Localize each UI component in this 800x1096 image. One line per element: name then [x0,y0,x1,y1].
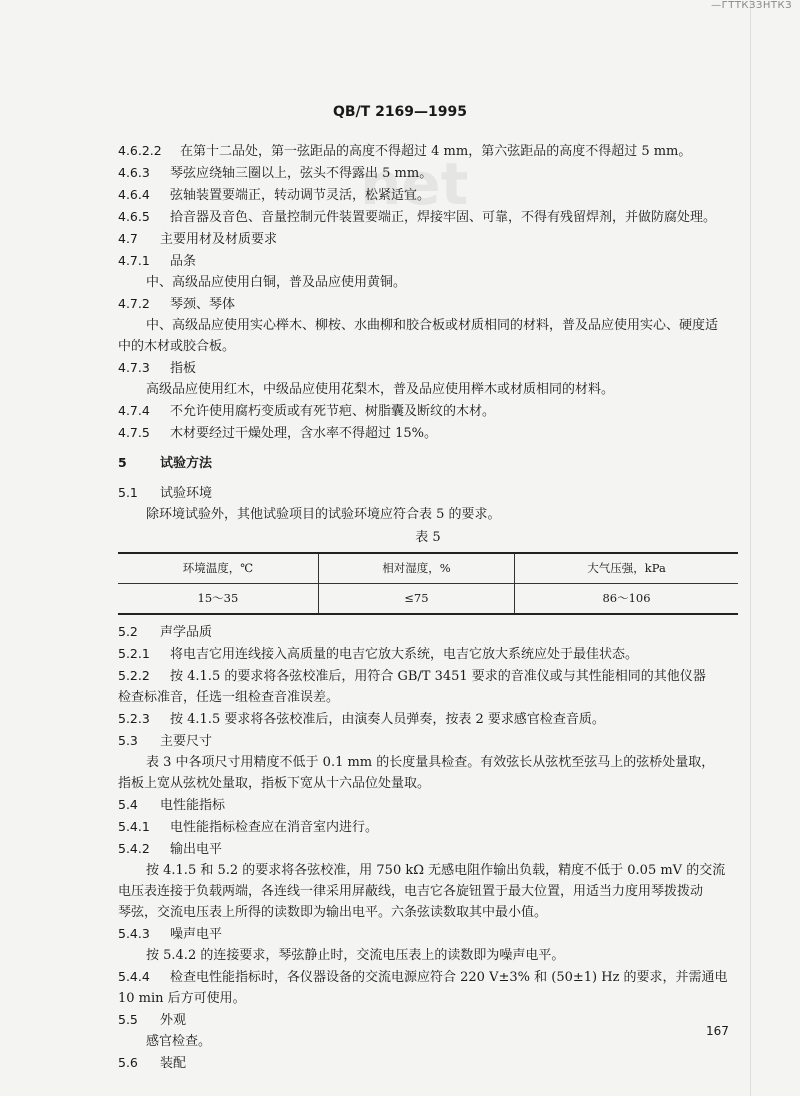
clause-number: 4.7.3 [118,360,150,375]
clause-row [118,400,738,422]
page-number: 167 [706,1024,729,1038]
clause-text: 按 4.1.5 要求将各弦校准后，由演奏人员弹奏，按表 2 要求感官检查音质。 [170,712,605,727]
clause-text: 输出电平 [170,842,223,857]
clause-row [118,250,738,272]
clause-text: 检查电性能指标时，各仪器设备的交流电源应符合 220 V±3% 和 (50±1) Hz 的要求，并需通电 [170,970,728,985]
clause-row [118,643,738,665]
clause-paragraph: 高级品应使用红木，中级品应使用花梨木，普及品应使用榉木或材质相同的材料。 [146,382,615,397]
page-edge-line [750,0,751,1096]
table-header-row [118,553,738,584]
clause-text: 将电吉它用连线接入高质量的电吉它放大系统，电吉它放大系统应处于最佳状态。 [170,647,639,662]
clause-paragraph: 按 4.1.5 和 5.2 的要求将各弦校准，用 750 kΩ 无感电阻作输出负载，精度不低于 0.05 mV 的交流 [146,863,726,878]
clause-continuation: 琴弦，交流电压表上所得的读数即为输出电平。六条弦读数取其中最小值。 [118,905,548,920]
clause-text: 主要用材及材质要求 [160,232,278,247]
clause-number: 5.5 [118,1012,138,1027]
clause-text: 声学品质 [160,625,213,640]
table-header-cell: 相对湿度，% [318,553,514,584]
clause-row [118,816,738,838]
clause-row [118,1009,738,1031]
clause-number: 4.7.5 [118,425,150,440]
clause-text: 外观 [160,1013,187,1028]
clause-row [118,708,738,730]
clause-continuation: 检查标准音，任选一组检查音准误差。 [118,690,340,705]
clause-row [118,621,738,643]
clause-number: 4.7.1 [118,253,150,268]
clause-row [118,357,738,379]
clause-row [118,422,738,444]
clause-number: 5.3 [118,733,138,748]
clause-text: 主要尺寸 [160,734,213,749]
table-header-cell: 环境温度，℃ [118,553,318,584]
clause-number: 5.4 [118,797,138,812]
clause-text: 品条 [170,254,197,269]
clause-row [118,482,738,504]
clause-number: 4.6.4 [118,187,150,202]
clause-row [118,966,738,988]
clause-paragraph: 中、高级品应使用白铜，普及品应使用黄铜。 [146,275,407,290]
section-title: 试验方法 [160,456,213,471]
clause-row [118,923,738,945]
clause-list-5 [118,621,738,1074]
clause-row [118,794,738,816]
clause-paragraph: 中、高级品应使用实心榉木、柳桉、水曲柳和胶合板或材质相同的材料，普及品应使用实心、硬度适 [146,318,719,333]
clause-number: 5.4.3 [118,926,150,941]
clause-text: 装配 [160,1056,187,1071]
clause-row [118,293,738,315]
clause-row [118,665,738,687]
table-cell: ≤75 [318,584,514,615]
clause-number: 4.7.4 [118,403,150,418]
corner-mark: —ГТТКЗЗНТКЗ [711,0,792,11]
clause-number: 5.4.2 [118,841,150,856]
clause-text: 木材要经过干燥处理，含水率不得超过 15%。 [170,426,438,441]
clause-text: 不允许使用腐朽变质或有死节疤、树脂囊及断纹的木材。 [170,404,496,419]
clause-continuation: 电压表连接于负载两端，各连线一律采用屏蔽线，电吉它各旋钮置于最大位置，用适当力度用琴拨拨动 [118,884,704,899]
clause-text: 电性能指标检查应在消音室内进行。 [170,820,379,835]
table-cell: 86～106 [515,584,738,615]
clause-row [118,162,738,184]
clause-number: 5.6 [118,1055,138,1070]
table-header-cell: 大气压强，kPa [515,553,738,584]
table-cell: 15～35 [197,591,239,605]
clause-number: 4.7.2 [118,296,150,311]
clause-number: 4.6.3 [118,165,150,180]
clause-continuation: 中的木材或胶合板。 [118,339,236,354]
clause-paragraph: 感官检查。 [146,1034,212,1049]
clause-text: 琴颈、琴体 [170,297,236,312]
clause-paragraph: 除环境试验外，其他试验项目的试验环境应符合表 5 的要求。 [146,507,501,522]
clause-text: 琴弦应绕轴三圈以上，弦头不得露出 5 mm。 [170,166,433,181]
clause-text: 指板 [170,361,197,376]
clause-number: 5.4.1 [118,819,150,834]
clause-number: 5.1 [118,485,138,500]
clause-row [118,184,738,206]
clause-continuation: 指板上宽从弦枕处量取，指板下宽从十六品位处量取。 [118,776,431,791]
clause-row [118,206,738,228]
section-heading [118,452,738,474]
clause-number: 4.6.2.2 [118,143,162,158]
clause-row [118,228,738,250]
clause-number: 4.7 [118,231,138,246]
clause-number: 5.2.1 [118,646,150,661]
clause-text: 电性能指标 [160,798,226,813]
clause-text: 拾音器及音色、音量控制元件装置要端正，焊接牢固、可靠，不得有残留焊剂，并做防腐处理。 [170,210,717,225]
clause-text: 噪声电平 [170,927,223,942]
clause-row [118,1052,738,1074]
clause-text: 弦轴装置要端正，转动调节灵活，松紧适宜。 [170,188,431,203]
section-number: 5 [118,455,127,470]
clause-paragraph: 按 5.4.2 的连接要求，琴弦静止时，交流电压表上的读数即为噪声电平。 [146,948,565,963]
clause-text: 在第十二品处，第一弦距品的高度不得超过 4 mm，第六弦距品的高度不得超过 5 mm。 [180,144,692,159]
clause-text: 试验环境 [160,486,213,501]
table-caption: 表 5 [415,530,441,545]
clause-number: 4.6.5 [118,209,150,224]
clause-row [118,730,738,752]
clause-number: 5.2 [118,624,138,639]
page-header: QB/T 2169—1995 [332,104,468,120]
clause-number: 5.2.2 [118,668,150,683]
clause-text: 按 4.1.5 的要求将各弦校准后，用符合 GB/T 3451 要求的音准仪或与其性能相同的其他仪器 [170,669,706,684]
environment-table [118,552,738,615]
document-body [118,140,738,1074]
table-row [118,584,738,615]
clause-number: 5.4.4 [118,969,150,984]
clause-list-4 [118,140,738,444]
watermark: net [360,150,469,218]
clause-row [118,838,738,860]
clause-row [118,140,738,162]
clause-number: 5.2.3 [118,711,150,726]
clause-continuation: 10 min 后方可使用。 [118,991,246,1006]
clause-paragraph: 表 3 中各项尺寸用精度不低于 0.1 mm 的长度量具检查。有效弦长从弦枕至弦马上的弦桥处量取， [146,755,715,770]
